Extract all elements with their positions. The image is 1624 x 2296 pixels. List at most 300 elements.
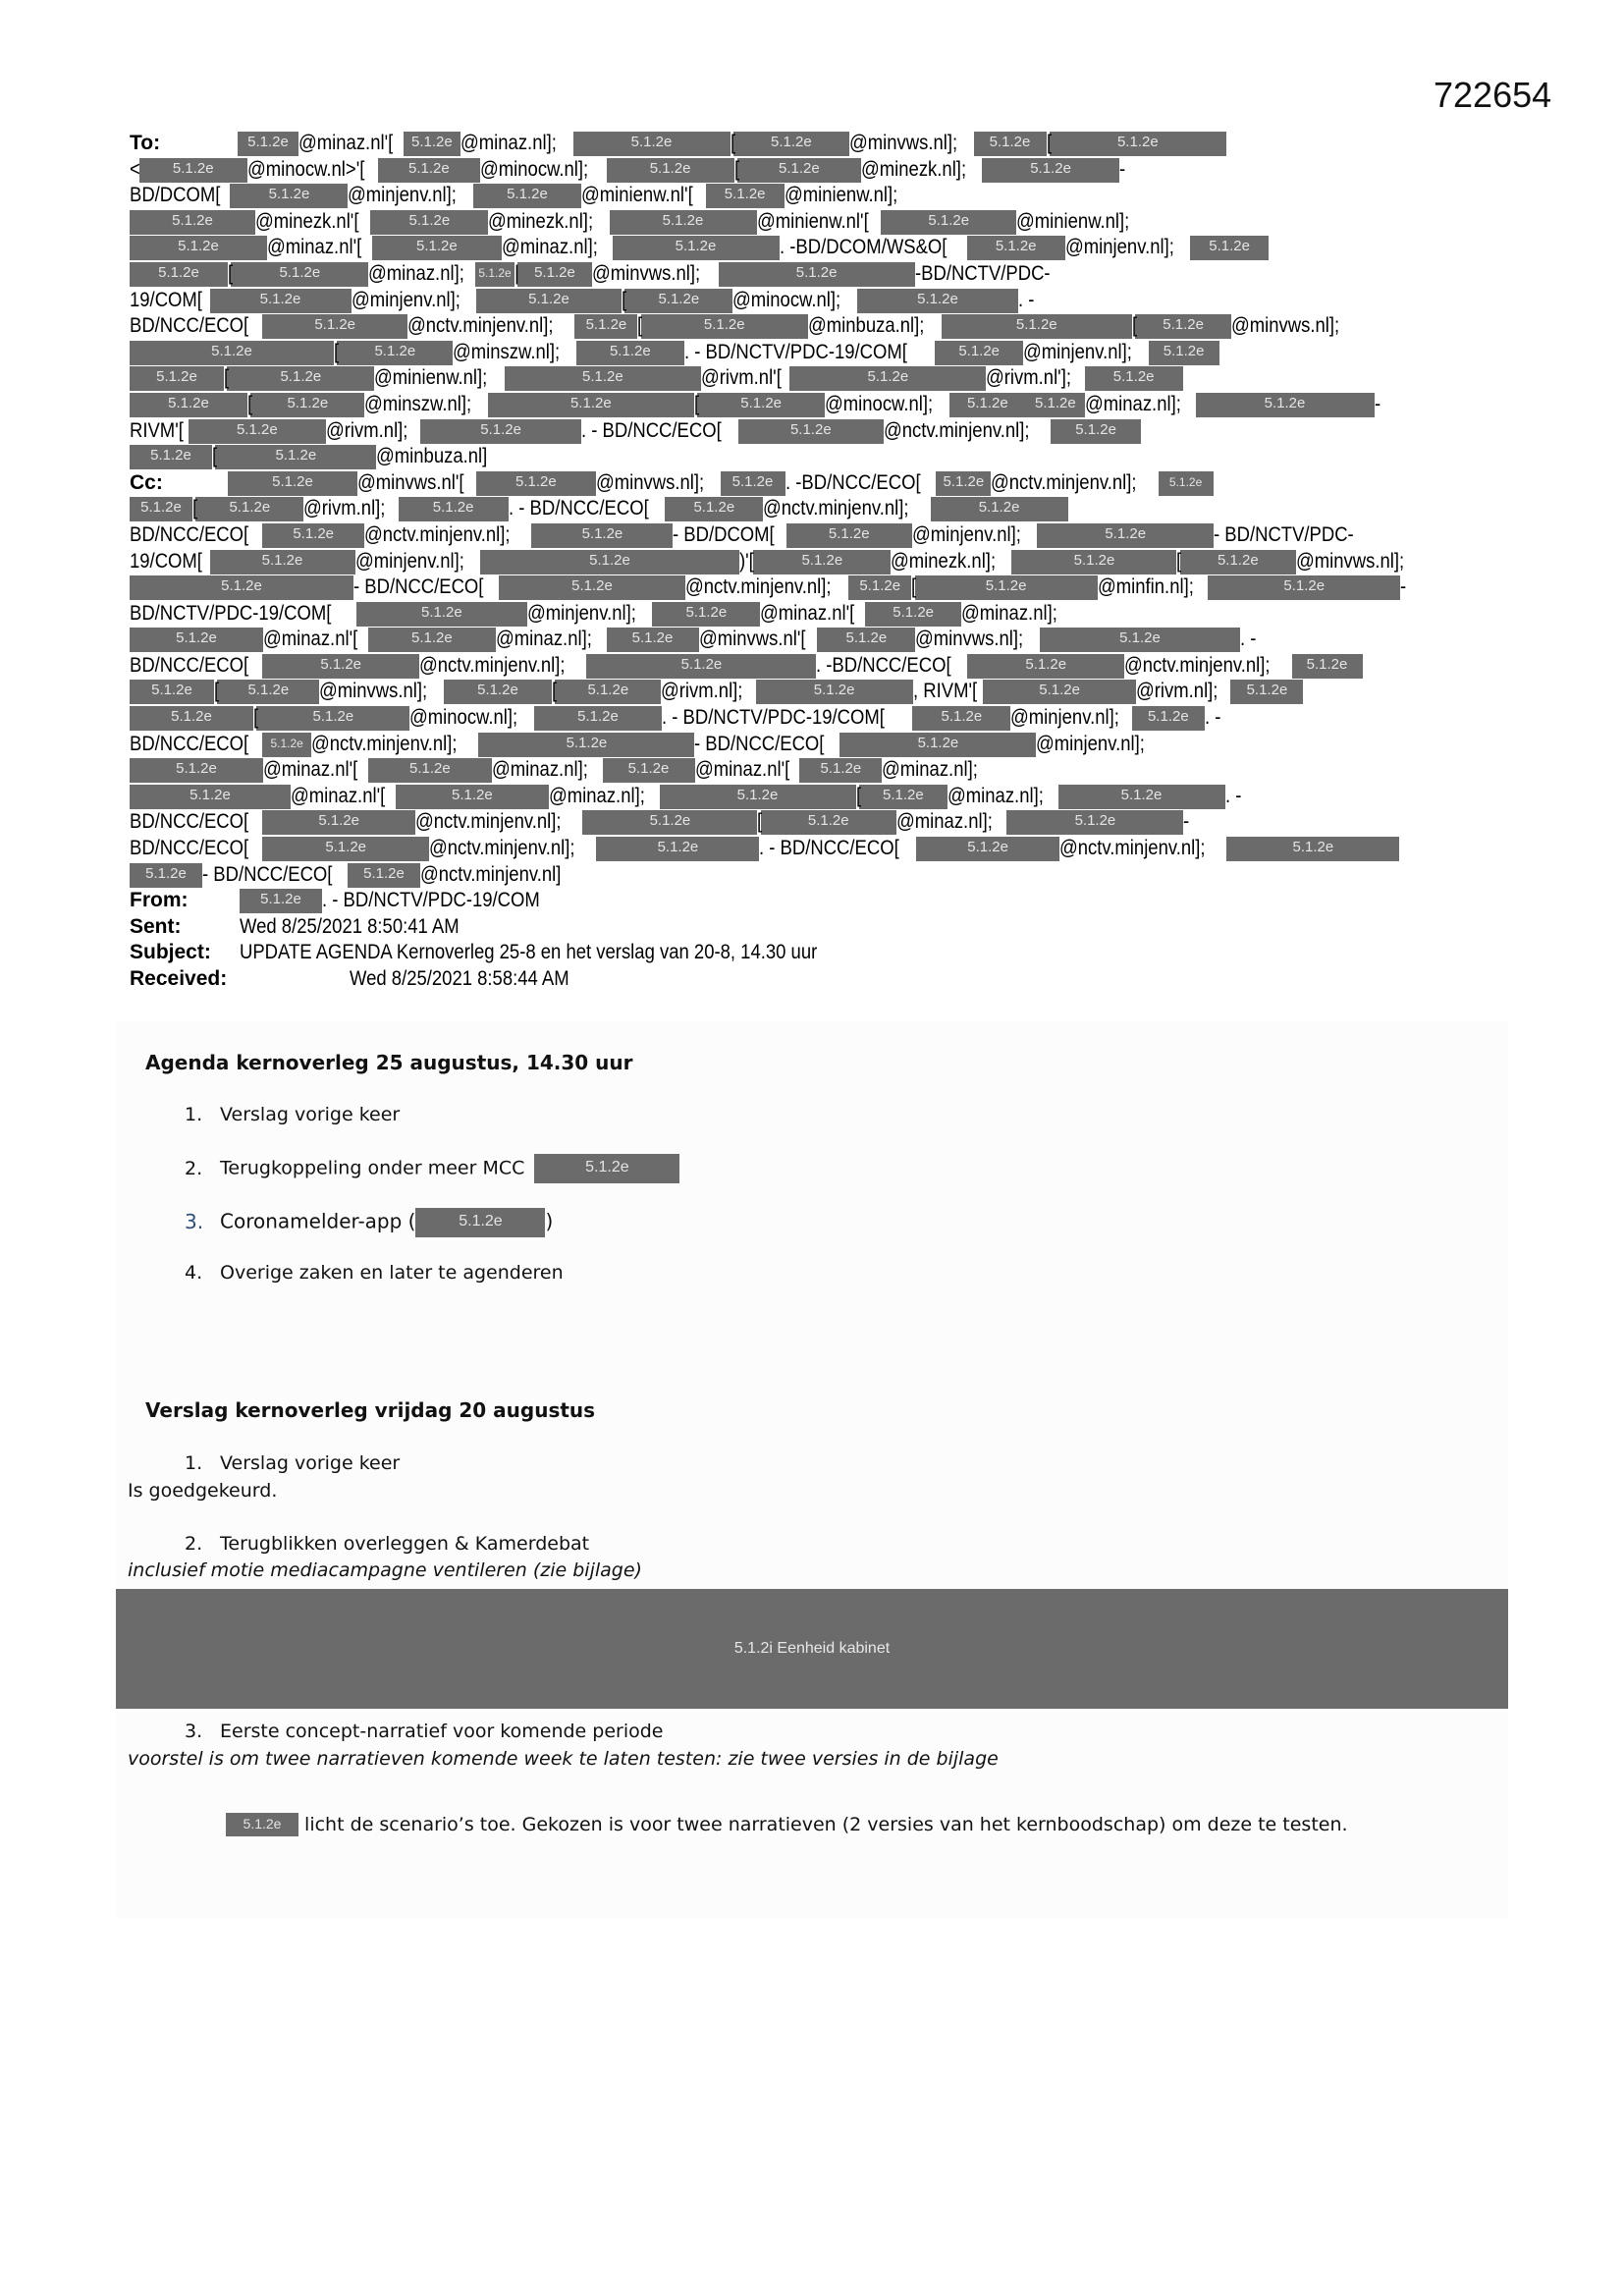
recipient-line: [130, 732, 1524, 758]
redaction-box: 5.1.2e: [931, 497, 1068, 521]
redaction-box: 5.1.2e: [534, 1154, 679, 1183]
recipient-line: [130, 157, 1524, 184]
recipient-text: @minvws.nl];: [915, 628, 1024, 651]
recipient-line: [130, 653, 1524, 680]
recipient-text: . - BD/NCC/ECO[: [581, 418, 722, 442]
recipient-text: @nctv.minjenv.nl];: [763, 497, 909, 520]
recipient-text: @minienw.nl'[: [756, 209, 869, 233]
redaction-box: 5.1.2e: [1180, 550, 1296, 574]
recipient-text: @minaz.nl'[: [291, 784, 386, 807]
recipient-text: BD/NCC/ECO[: [130, 522, 249, 546]
recipient-text: [: [551, 680, 558, 703]
recipient-text: @minvws.nl];: [1295, 549, 1404, 573]
redaction-box: 5.1.2e: [130, 628, 263, 652]
redaction-box: 5.1.2e: [610, 210, 757, 235]
redaction-box: 5.1.2e: [753, 550, 891, 574]
recipient-text: [: [733, 157, 739, 181]
recipient-line: [130, 183, 1524, 209]
recipient-text: -: [1119, 157, 1126, 181]
redaction-box: 5.1.2e: [576, 341, 684, 365]
redaction-box: 5.1.2e: [337, 341, 453, 365]
recipient-text: [: [247, 392, 253, 415]
recipient-text: @minezk.nl'[: [255, 209, 359, 233]
redaction-box: 5.1.2e: [697, 393, 825, 417]
recipient-text: @rivm.nl];: [303, 497, 386, 520]
redaction-box: 5.1.2e: [130, 210, 255, 235]
recipient-text: @minocw.nl];: [479, 157, 589, 181]
sent-value: Wed 8/25/2021 8:50:41 AM: [240, 914, 460, 938]
redaction-box: 5.1.2e: [915, 575, 1098, 600]
recipient-line: [130, 757, 1524, 784]
redaction-box: 5.1.2e: [817, 628, 915, 652]
redaction-box: 5.1.2e: [935, 341, 1023, 365]
recipient-text: RIVM'[: [130, 418, 184, 442]
recipient-text: @minaz.nl];: [501, 236, 598, 259]
recipient-text: @nctv.minjenv.nl];: [991, 470, 1137, 494]
redaction-block: 5.1.2i Eenheid kabinet: [116, 1589, 1508, 1709]
verslag-note: Is goedgekeurd.: [128, 1480, 278, 1502]
recipient-text: @minjenv.nl];: [348, 184, 458, 207]
recipient-text: -: [1374, 392, 1380, 415]
recipient-text: @minjenv.nl];: [1036, 732, 1146, 755]
recipient-text: [: [214, 680, 220, 703]
recipient-text: . - BD/NCTV/PDC-19/COM[: [683, 340, 907, 363]
verslag-note: inclusief motie mediacampagne ventileren (zie bijlage): [128, 1559, 642, 1581]
recipient-text: @minezk.nl];: [488, 209, 594, 233]
recipient-text: @minaz.nl'[: [263, 758, 358, 782]
verslag-note: voorstel is om twee narratieven komende week te laten testen: zie twee versies in de bijlage: [128, 1748, 999, 1770]
recipient-text: @minienw.nl'[: [580, 184, 693, 207]
redaction-box: 5.1.2e: [370, 210, 488, 235]
redaction-box: 5.1.2e: [262, 810, 415, 835]
redaction-box: 5.1.2e: [949, 393, 1026, 417]
recipient-text: [: [224, 366, 230, 390]
redaction-box: 5.1.2e: [582, 810, 757, 835]
recipient-line: [130, 627, 1524, 653]
recipient-line: [130, 444, 1524, 470]
redaction-box: 5.1.2e: [130, 262, 228, 287]
recipient-text: @nctv.minjenv.nl];: [311, 732, 458, 755]
redaction-box: 5.1.2e: [942, 314, 1132, 339]
recipient-line: [130, 470, 1524, 497]
redaction-box: 5.1.2e: [478, 733, 694, 757]
agenda-item: 4. Overige zaken en later te agenderen: [185, 1262, 564, 1284]
recipient-text: @minaz.nl'[: [298, 132, 394, 154]
recipient-line: [130, 809, 1524, 836]
recipient-text: @minaz.nl'[: [760, 601, 855, 625]
redaction-box: 5.1.2e: [652, 602, 760, 627]
received-value: Wed 8/25/2021 8:58:44 AM: [350, 966, 569, 990]
redaction-box: 5.1.2e: [1159, 471, 1214, 496]
redaction-box: 5.1.2e: [130, 366, 224, 391]
recipient-text: @minaz.nl];: [460, 132, 557, 154]
recipient-line: [130, 705, 1524, 732]
recipient-text: @minaz.nl];: [895, 810, 993, 834]
recipient-line: [130, 261, 1524, 288]
recipient-text: [: [1131, 314, 1137, 338]
recipient-text: - BD/NCTV/PDC-: [1214, 522, 1354, 546]
redaction-box: 5.1.2e: [1190, 236, 1269, 260]
recipient-text: @minaz.nl];: [947, 784, 1044, 807]
recipient-text: @nctv.minjenv.nl];: [685, 575, 832, 599]
recipient-text: @minaz.nl];: [491, 758, 588, 782]
recipient-text: @minaz.nl];: [368, 261, 465, 285]
recipient-text: @nctv.minjenv.nl];: [1059, 837, 1206, 860]
recipient-text: @nctv.minjenv.nl];: [364, 522, 511, 546]
redaction-box: 5.1.2e: [1226, 837, 1399, 861]
recipient-text: . -BD/NCC/ECO[: [785, 470, 921, 494]
redaction-box: 5.1.2e: [396, 785, 549, 809]
redaction-box: 5.1.2e: [210, 289, 352, 313]
recipient-text: @nctv.minjenv.nl];: [883, 418, 1030, 442]
recipient-text: @nctv.minjenv.nl];: [419, 653, 566, 677]
recipient-line: [130, 574, 1524, 601]
recipient-text: @minocw.nl>'[: [246, 157, 365, 181]
redaction-box: 5.1.2e: [756, 680, 913, 704]
redaction-box: 5.1.2e: [404, 132, 460, 156]
redaction-box: 5.1.2e: [967, 654, 1124, 679]
redaction-box: 5.1.2e: [737, 158, 861, 183]
recipient-text: @rivm.nl'];: [986, 366, 1072, 390]
redaction-box: 5.1.2e: [415, 1208, 545, 1237]
redaction-box: 5.1.2e: [262, 523, 364, 548]
verslag-title: Verslag kernoverleg vrijdag 20 augustus: [145, 1398, 596, 1422]
redaction-box: 5.1.2e: [839, 733, 1036, 757]
subject-row: [130, 940, 1504, 966]
redaction-box: 5.1.2e: [130, 575, 353, 600]
redaction-box: 5.1.2e: [228, 471, 357, 496]
recipient-text: @minvws.nl];: [848, 132, 957, 154]
redaction-box: 5.1.2e: [1196, 393, 1375, 417]
agenda-item: 2. Terugkoppeling onder meer MCC 5.1.2e: [185, 1154, 679, 1183]
redaction-box: 5.1.2e: [1230, 680, 1303, 704]
recipient-text: @minszw.nl];: [364, 392, 472, 415]
redaction-box: 5.1.2e: [262, 654, 419, 679]
recipient-text: @rivm.nl];: [325, 418, 408, 442]
recipient-text: [: [757, 810, 763, 834]
redaction-box: 5.1.2e: [1026, 393, 1085, 417]
redaction-box: 5.1.2e: [799, 758, 882, 783]
redaction-box: 5.1.2e: [195, 497, 303, 521]
redaction-box: 5.1.2e: [215, 445, 376, 469]
redaction-box: 5.1.2e: [130, 758, 263, 783]
agenda-item: 1. Verslag vorige keer: [185, 1104, 401, 1125]
recipient-text: - BD/NCC/ECO[: [353, 575, 484, 599]
recipient-text: @minocw.nl];: [732, 288, 841, 311]
to-label: To:: [130, 132, 161, 154]
recipient-line: [130, 418, 1524, 445]
recipient-text: [: [192, 497, 198, 520]
recipient-line: [130, 549, 1524, 575]
redaction-box: 5.1.2e: [378, 158, 480, 183]
recipient-line: [130, 209, 1524, 236]
recipient-line: [130, 288, 1524, 314]
redaction-box: 5.1.2e: [586, 654, 816, 679]
redaction-box: 5.1.2e: [130, 706, 253, 731]
redaction-box: 5.1.2e: [596, 837, 759, 861]
recipient-line: [130, 496, 1524, 522]
redaction-box: 5.1.2e: [473, 184, 581, 208]
recipient-line: [130, 131, 1524, 157]
recipient-text: [: [334, 340, 340, 363]
recipient-text: @minezk.nl];: [891, 549, 997, 573]
recipient-text: . -: [1204, 706, 1221, 730]
email-recipients-header: [130, 131, 1524, 888]
redaction-box: 5.1.2e: [130, 341, 334, 365]
recipient-text: BD/NCC/ECO[: [130, 653, 249, 677]
recipient-text: . -: [1224, 784, 1241, 807]
redaction-box: 5.1.2e: [139, 158, 247, 183]
redaction-box: 5.1.2e: [665, 497, 763, 521]
subject-value: UPDATE AGENDA Kernoverleg 25-8 en het verslag van 20-8, 14.30 uur: [240, 941, 818, 964]
verslag-item: 1. Verslag vorige keer: [185, 1452, 401, 1474]
recipient-text: @minienw.nl];: [374, 366, 488, 390]
redaction-box: 5.1.2e: [1149, 341, 1219, 365]
recipient-text: @minvws.nl];: [1231, 314, 1340, 338]
recipient-text: . -BD/NCC/ECO[: [816, 653, 952, 677]
redaction-box: 5.1.2e: [262, 733, 311, 757]
recipient-text: [: [253, 706, 259, 730]
recipient-text: @minjenv.nl];: [911, 522, 1021, 546]
recipient-text: @nctv.minjenv.nl];: [1124, 653, 1271, 677]
recipient-text: 19/COM[: [130, 288, 202, 311]
redaction-box: 5.1.2e: [130, 445, 212, 469]
redaction-box: 5.1.2e: [210, 550, 355, 574]
recipient-text: @minienw.nl];: [784, 184, 897, 207]
recipient-text: [: [855, 784, 861, 807]
redaction-box: 5.1.2e: [231, 262, 368, 287]
redaction-box: 5.1.2e: [733, 132, 849, 156]
redaction-box: 5.1.2e: [1051, 419, 1141, 444]
redaction-box: 5.1.2e: [1135, 314, 1231, 339]
redaction-box: 5.1.2e: [603, 758, 695, 783]
redaction-box: 5.1.2e: [967, 236, 1065, 260]
redaction-box: 5.1.2e: [1050, 132, 1226, 156]
recipient-text: @minjenv.nl];: [526, 601, 636, 625]
redaction-box: 5.1.2e: [1085, 366, 1183, 391]
redaction-box: 5.1.2e: [1037, 523, 1214, 548]
from-row: [130, 888, 1504, 914]
recipient-text: @minaz.nl];: [548, 784, 645, 807]
redaction-box: 5.1.2e: [262, 314, 407, 339]
redaction-box: 5.1.2e: [226, 1813, 298, 1836]
redaction-box: 5.1.2e: [982, 158, 1119, 183]
redaction-box: 5.1.2e: [444, 680, 552, 704]
sent-row: [130, 914, 1504, 941]
recipient-text: . -BD/DCOM/WS&O[: [779, 236, 947, 259]
recipient-text: @minaz.nl];: [1084, 392, 1181, 415]
recipient-line: [130, 784, 1524, 810]
recipient-text: - BD/NCC/ECO[: [694, 732, 825, 755]
recipient-text: -: [1400, 575, 1407, 599]
recipient-line: [130, 862, 1524, 889]
redaction-box: 5.1.2e: [761, 810, 896, 835]
recipient-text: @minjenv.nl];: [1010, 706, 1120, 730]
recipient-text: [: [1046, 132, 1052, 154]
recipient-text: @minvws.nl];: [319, 680, 428, 703]
document-number: 722654: [1434, 75, 1552, 115]
recipient-text: @minszw.nl];: [453, 340, 561, 363]
redaction-box: 5.1.2e: [534, 706, 662, 731]
redaction-box: 5.1.2e: [475, 262, 514, 287]
redaction-box: 5.1.2e: [348, 863, 420, 888]
redaction-box: 5.1.2e: [912, 706, 1010, 731]
recipient-line: [130, 313, 1524, 340]
redaction-box: 5.1.2e: [789, 366, 986, 391]
redaction-box: 5.1.2e: [517, 262, 592, 287]
recipient-text: @nctv.minjenv.nl];: [415, 810, 562, 834]
redaction-box: 5.1.2e: [859, 785, 947, 809]
recipient-text: [: [637, 314, 643, 338]
recipient-text: . -: [1240, 628, 1257, 651]
recipient-text: . - BD/NCTV/PDC-19/COM[: [662, 706, 885, 730]
recipient-text: @nctv.minjenv.nl];: [407, 314, 554, 338]
recipient-text: 19/COM[: [130, 549, 202, 573]
redaction-box: 5.1.2e: [130, 236, 267, 260]
recipient-text: @minaz.nl];: [882, 758, 979, 782]
recipient-text: @minaz.nl'[: [263, 628, 358, 651]
recipient-text: @rivm.nl'[: [700, 366, 782, 390]
recipient-line: [130, 365, 1524, 392]
redaction-box: 5.1.2e: [368, 758, 492, 783]
recipient-text: [: [1176, 549, 1182, 573]
redaction-box: 5.1.2e: [189, 419, 326, 444]
redaction-box: 5.1.2e: [624, 289, 732, 313]
recipient-text: @minbuza.nl]: [376, 445, 488, 468]
recipient-text: BD/NCC/ECO[: [130, 314, 249, 338]
redaction-box: 5.1.2e: [983, 680, 1136, 704]
recipient-text: . - BD/NCC/ECO[: [759, 837, 900, 860]
redaction-box: 5.1.2e: [227, 366, 374, 391]
recipient-text: BD/DCOM[: [130, 184, 221, 207]
recipient-text: [: [693, 392, 699, 415]
agenda-item: 3. Coronamelder-app ( 5.1.2e ): [185, 1208, 553, 1237]
recipient-text: BD/NCC/ECO[: [130, 837, 249, 860]
redaction-box: 5.1.2e: [130, 680, 214, 704]
redaction-box: 5.1.2e: [574, 314, 637, 339]
agenda-title: Agenda kernoverleg 25 augustus, 14.30 uur: [145, 1051, 633, 1074]
recipient-text: @nctv.minjenv.nl]: [420, 862, 562, 886]
scenario-paragraph: 5.1.2e licht de scenario’s toe. Gekozen is voor twee narratieven (2 versies van het kernboodschap) om deze te testen.: [226, 1811, 1483, 1838]
redaction-box: 5.1.2e: [130, 393, 247, 417]
recipient-text: @minvws.nl];: [591, 261, 701, 285]
recipient-text: @nctv.minjenv.nl];: [429, 837, 575, 860]
recipient-text: @minaz.nl];: [961, 601, 1058, 625]
redaction-box: 5.1.2e: [881, 210, 1016, 235]
recipient-text: [: [212, 445, 218, 468]
redaction-box: 5.1.2e: [130, 785, 291, 809]
recipient-line: [130, 340, 1524, 366]
redaction-box: 5.1.2e: [217, 680, 319, 704]
recipient-line: [130, 392, 1524, 418]
redaction-box: 5.1.2e: [256, 706, 409, 731]
recipient-text: -BD/NCTV/PDC-: [914, 261, 1051, 285]
email-body: [116, 1021, 1508, 1918]
recipient-text: @minocw.nl];: [825, 392, 934, 415]
redaction-box: 5.1.2e: [420, 419, 581, 444]
verslag-item: 2. Terugblikken overleggen & Kamerdebat: [185, 1533, 590, 1555]
recipient-text: [: [911, 575, 917, 599]
redaction-box: 5.1.2e: [531, 523, 673, 548]
recipient-text: @minvws.nl'[: [357, 470, 464, 494]
recipient-text: @rivm.nl];: [1136, 680, 1218, 703]
email-meta: [130, 888, 1504, 992]
recipient-text: @minjenv.nl];: [354, 549, 464, 573]
redaction-box: 5.1.2e: [738, 419, 884, 444]
recipient-text: <: [130, 157, 140, 181]
recipient-text: . - BD/NCC/ECO[: [508, 497, 649, 520]
recipient-text: @minjenv.nl];: [1064, 236, 1174, 259]
recipient-text: [: [621, 288, 627, 311]
recipient-line: [130, 679, 1524, 705]
recipient-line: [130, 601, 1524, 628]
redaction-box: 5.1.2e: [240, 889, 322, 913]
redaction-box: 5.1.2e: [848, 575, 911, 600]
redaction-box: 5.1.2e: [1058, 785, 1225, 809]
redaction-box: 5.1.2e: [706, 184, 785, 208]
recipient-text: @minezk.nl];: [860, 157, 966, 181]
redaction-box: 5.1.2e: [499, 575, 685, 600]
redaction-box: 5.1.2e: [721, 471, 785, 496]
recipient-text: @minocw.nl];: [409, 706, 518, 730]
recipient-text: [: [730, 132, 735, 154]
redaction-box: 5.1.2e: [865, 602, 961, 627]
redaction-box: 5.1.2e: [607, 158, 734, 183]
recipient-text: -: [1183, 810, 1190, 834]
redaction-box: 5.1.2e: [230, 184, 348, 208]
recipient-text: @minvws.nl];: [595, 470, 704, 494]
received-row: [130, 966, 1504, 993]
recipient-text: @minbuza.nl];: [807, 314, 925, 338]
redaction-box: 5.1.2e: [476, 289, 622, 313]
redaction-box: 5.1.2e: [1292, 654, 1363, 679]
received-label: Received:: [130, 966, 228, 990]
from-label: From:: [130, 889, 189, 911]
recipient-text: @minjenv.nl];: [351, 288, 460, 311]
recipient-text: BD/NCC/ECO[: [130, 810, 249, 834]
recipient-text: @minienw.nl];: [1016, 209, 1130, 233]
redaction-box: 5.1.2e: [660, 785, 856, 809]
redaction-box: 5.1.2e: [786, 523, 912, 548]
recipient-text: . -: [1018, 288, 1035, 311]
redaction-box: 5.1.2e: [1132, 706, 1205, 731]
redaction-box: 5.1.2e: [607, 628, 699, 652]
cc-label: Cc:: [130, 470, 163, 494]
redaction-box: 5.1.2e: [1011, 550, 1176, 574]
from-value: 5.1.2e . - BD/NCTV/PDC-19/COM: [240, 888, 569, 914]
recipient-text: BD/NCTV/PDC-19/COM[: [130, 601, 332, 625]
redaction-box: 5.1.2e: [573, 132, 731, 156]
redaction-box: 5.1.2e: [130, 863, 202, 888]
redaction-box: 5.1.2e: [262, 837, 429, 861]
recipient-text: @minvws.nl'[: [698, 628, 806, 651]
redaction-box: 5.1.2e: [399, 497, 509, 521]
recipient-text: @rivm.nl];: [661, 680, 743, 703]
recipient-line: [130, 836, 1524, 862]
recipient-text: - BD/NCC/ECO[: [202, 862, 333, 886]
recipient-line: [130, 522, 1524, 549]
recipient-text: @minaz.nl];: [495, 628, 592, 651]
redaction-box: 5.1.2e: [488, 393, 694, 417]
redaction-box: 5.1.2e: [130, 497, 192, 521]
recipient-text: [: [228, 261, 234, 285]
recipient-text: , RIVM'[: [912, 680, 977, 703]
redaction-box: 5.1.2e: [356, 602, 527, 627]
redaction-box: 5.1.2e: [641, 314, 808, 339]
redaction-box: 5.1.2e: [555, 680, 661, 704]
verslag-item: 3. Eerste concept-narratief voor komende periode: [185, 1721, 664, 1742]
recipient-line: [130, 235, 1524, 261]
